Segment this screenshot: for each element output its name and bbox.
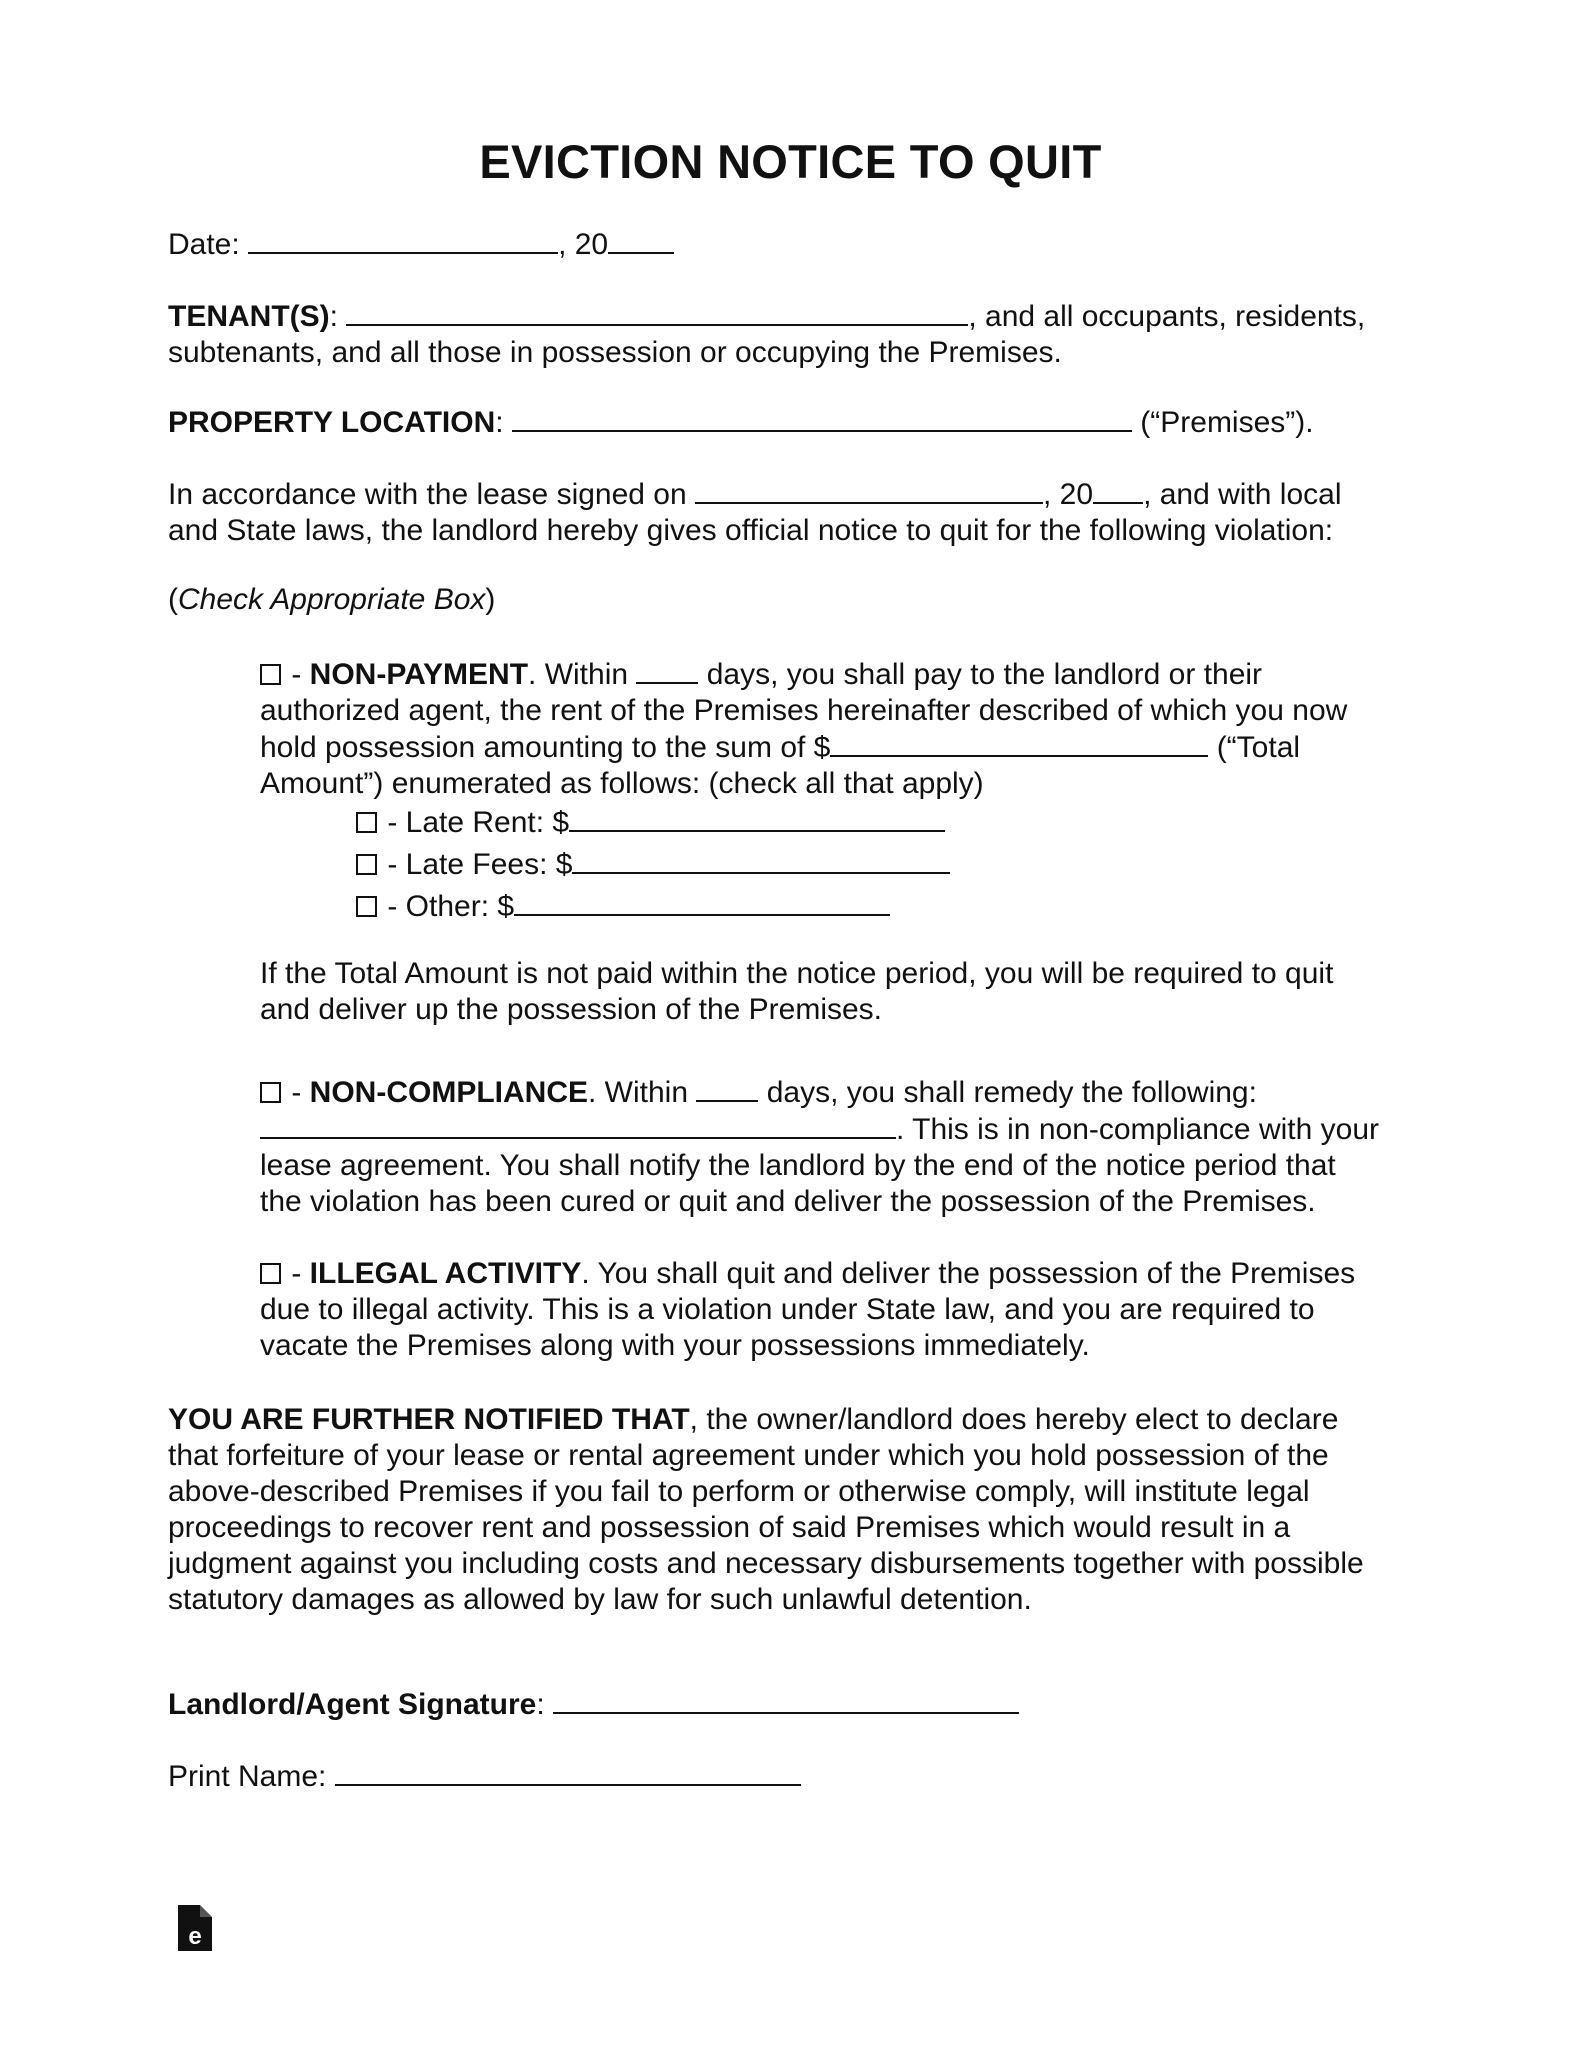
print-name-line [168,1758,801,1795]
late-fees-blank[interactable] [572,846,950,874]
tenants-label: TENANT(S) [168,300,330,333]
non-payment-follow-line2: and deliver up the possession of the Premises. [260,993,883,1026]
signature-colon: : [536,1688,545,1721]
print-name-blank[interactable] [335,1758,801,1786]
amount-items-list [356,804,1256,925]
non-compliance-heading: NON-COMPLIANCE [309,1076,588,1109]
late-rent-label: - Late Rent: $ [379,806,570,839]
non-payment-checkbox[interactable] [260,664,281,685]
remedy-blank[interactable] [260,1111,896,1139]
non-compliance-line2-b: . This is in non-compliance with your [896,1113,1379,1146]
property-blank[interactable] [512,404,1132,432]
illegal-line1-b: . You shall quit and deliver the possession of the Premises [581,1257,1356,1290]
non-payment-line1-b: days, you shall pay to the landlord or their [698,658,1263,691]
check-note-text: Check Appropriate Box [178,583,486,616]
print-name-label: Print Name: [168,1760,327,1793]
non-payment-heading: NON-PAYMENT [309,658,529,691]
illegal-activity-section [260,1256,1413,1364]
further-heading: YOU ARE FURTHER NOTIFIED THAT [168,1403,690,1436]
non-payment-days-blank[interactable] [636,656,698,684]
document-e-logo-icon [178,1905,212,1951]
lease-line1-c: , and with local [1143,478,1342,511]
further-line6: statutory damages as allowed by law for such unlawful detention. [168,1583,1032,1616]
illegal-prefix: - [283,1257,310,1290]
further-line2: that forfeiture of your lease or rental agreement under which you hold possession of the [168,1439,1329,1472]
non-payment-line3-a: hold possession amounting to the sum of $ [260,731,831,764]
date-year-blank[interactable] [608,226,674,254]
non-payment-follow-line1: If the Total Amount is not paid within the notice period, you will be required to quit [260,957,1334,990]
further-line4: proceedings to recover rent and possession of said Premises which would result in a [168,1511,1291,1544]
property-colon: : [495,406,504,439]
other-checkbox[interactable] [356,896,377,917]
tenants-paragraph [168,298,1413,371]
illegal-activity-heading: ILLEGAL ACTIVITY [309,1257,582,1290]
further-line5: judgment against you including costs and necessary disbursements together with possible [168,1547,1364,1580]
lease-line1-b: , 20 [1043,478,1094,511]
non-compliance-line1-b: days, you shall remedy the following: [758,1076,1257,1109]
non-payment-line4: Amount”) enumerated as follows: (check all that apply) [260,767,984,800]
non-compliance-line1-a: . Within [588,1076,697,1109]
further-line1-b: , the owner/landlord does hereby elect to declare [689,1403,1339,1436]
lease-year-blank[interactable] [1093,476,1143,504]
check-note [168,582,495,618]
date-year-prefix: , 20 [558,228,609,261]
tenants-colon: : [329,300,338,333]
late-fees-label: - Late Fees: $ [379,848,573,881]
lease-line1-a: In accordance with the lease signed on [168,478,696,511]
page-title: EVICTION NOTICE TO QUIT [479,135,1102,188]
check-note-close: ) [485,583,496,616]
check-note-open: ( [168,583,178,616]
tenants-line2: subtenants, and all those in possession or occupying the Premises. [168,336,1062,369]
non-compliance-prefix: - [283,1076,310,1109]
svg-text:e: e [188,1923,202,1950]
non-payment-follow [260,956,1413,1028]
tenants-after-blank: , and all occupants, residents, [968,300,1366,333]
property-line [168,404,1314,441]
signature-line [168,1686,1019,1723]
non-payment-section [260,656,1413,802]
late-rent-checkbox[interactable] [356,812,377,833]
other-blank[interactable] [514,888,890,916]
property-label: PROPERTY LOCATION [168,406,496,439]
date-blank[interactable] [248,226,558,254]
non-compliance-days-blank[interactable] [696,1074,758,1102]
late-fees-checkbox[interactable] [356,854,377,875]
non-payment-prefix: - [283,658,310,691]
illegal-line3: vacate the Premises along with your possessions immediately. [260,1329,1090,1362]
lease-date-blank[interactable] [695,476,1043,504]
date-line [168,226,674,263]
lease-paragraph [168,476,1413,549]
illegal-activity-checkbox[interactable] [260,1263,281,1284]
total-amount-blank[interactable] [830,729,1208,757]
non-payment-line3-b: (“Total [1208,731,1301,764]
non-compliance-line4: the violation has been cured or quit and deliver the possession of the Premises. [260,1185,1316,1218]
tenants-blank[interactable] [346,298,968,326]
signature-blank[interactable] [553,1686,1019,1714]
non-compliance-section [260,1074,1413,1220]
lease-line2: and State laws, the landlord hereby gives official notice to quit for the following violation: [168,514,1334,547]
date-label: Date: [168,228,240,261]
signature-label: Landlord/Agent Signature [168,1688,537,1721]
further-notice-paragraph [168,1402,1413,1618]
non-compliance-line3: lease agreement. You shall notify the landlord by the end of the notice period that [260,1149,1336,1182]
other-label: - Other: $ [379,890,515,923]
non-payment-line1-a: . Within [528,658,637,691]
non-payment-line2: authorized agent, the rent of the Premises hereinafter described of which you now [260,694,1348,727]
illegal-line2: due to illegal activity. This is a violation under State law, and you are required to [260,1293,1315,1326]
property-suffix: (“Premises”). [1131,406,1314,439]
late-rent-blank[interactable] [569,804,945,832]
further-line3: above-described Premises if you fail to perform or otherwise comply, will institute legal [168,1475,1310,1508]
non-compliance-checkbox[interactable] [260,1082,281,1103]
